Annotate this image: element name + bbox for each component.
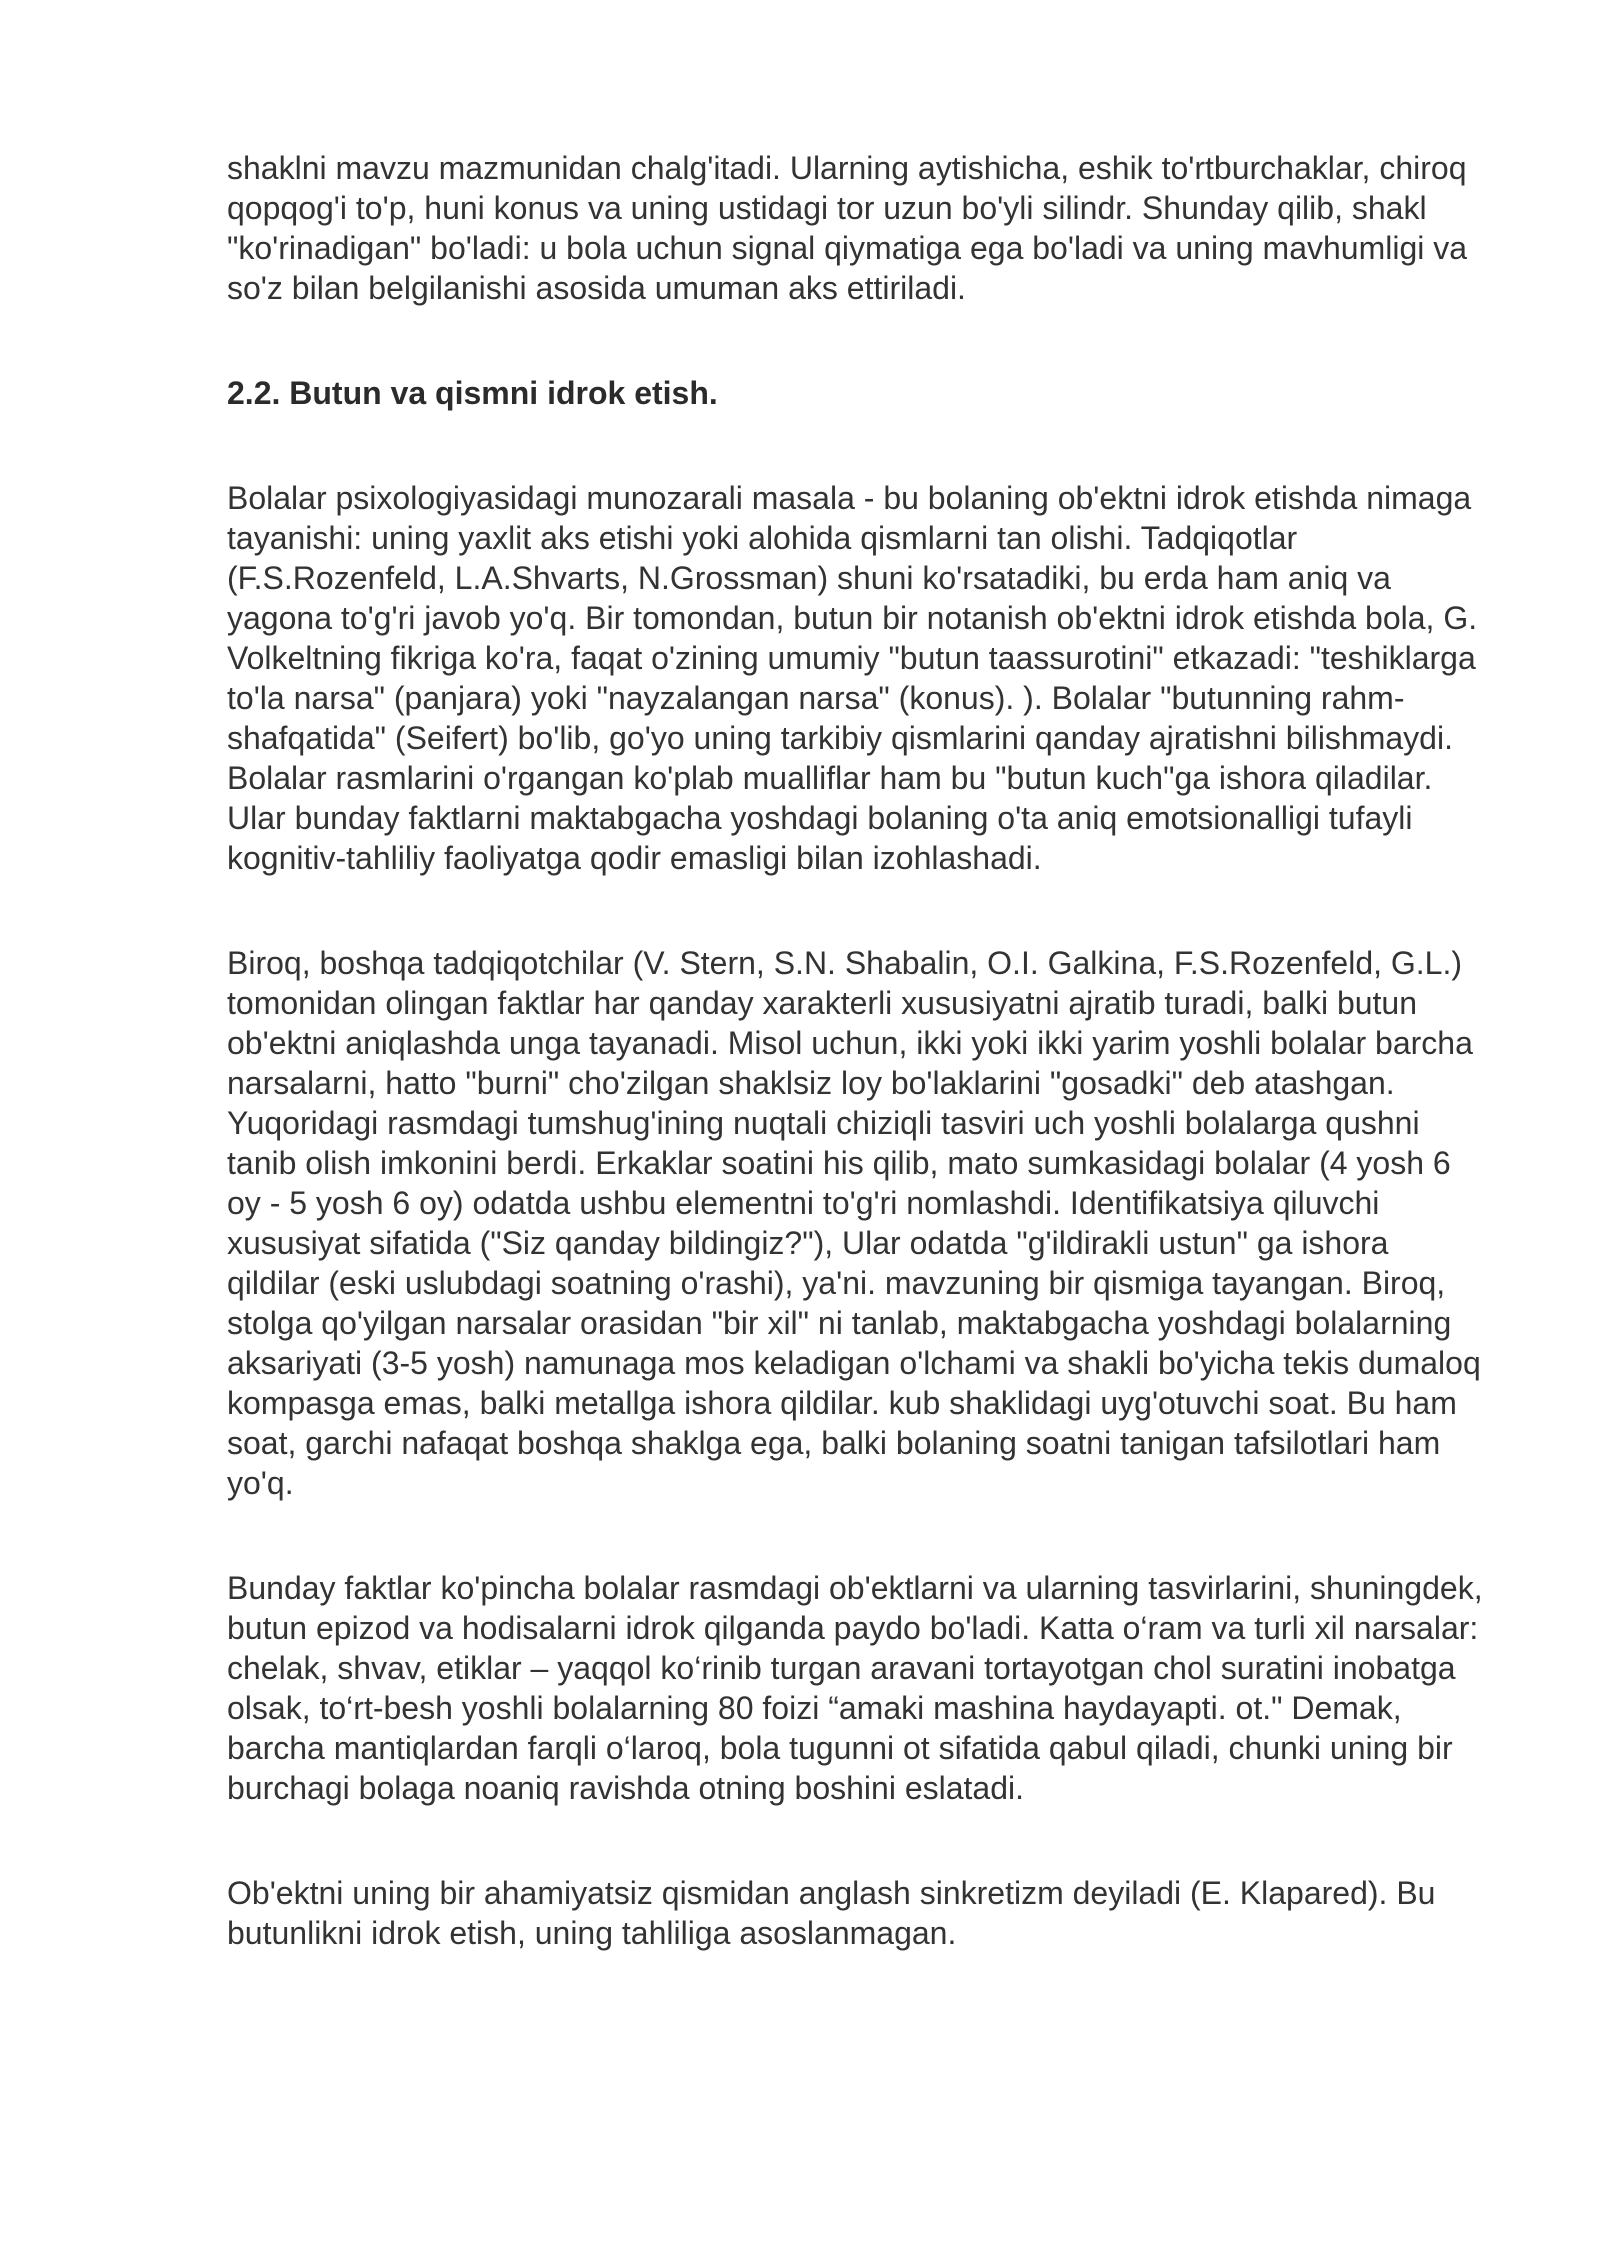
paragraph-1: Bolalar psixologiyasidagi munozarali masala - bu bolaning ob'ektni idrok etishda nimaga tayanishi: uning yaxlit aks etishi yoki alohida qismlarni tan olishi. Tadqiqotlar (F.S.Rozenfeld, L.A.Shvarts, N.Grossman) shuni ko'rsatadiki, bu erda ham aniq va yagona to'g'ri javob yo'q. Bir tomondan, butun bir notanish ob'ektni idrok etishda bola, G. Volkeltning fikriga ko'ra, faqat o'zining umumiy "butun taassurotini" etkazadi: "teshiklarga to'la narsa" (panjara) yoki "nayzalangan narsa" (konus). ). Bolalar "butunning rahm-shafqatida" (Seifert) bo'lib, go'yo uning tarkibiy qismlarini qanday ajratishni bilishmaydi. Bolalar rasmlarini o'rgangan ko'plab mualliflar ham bu "butun kuch"ga ishora qiladilar. Ular bunday faktlarni maktabgacha yoshdagi bolaning o'ta aniq emotsionalligi tufayli kognitiv-tahliliy faoliyatga qodir emasligi bilan izohlashadi. (227, 480, 1478, 876)
paragraph-3: Bunday faktlar ko'pincha bolalar rasmdagi ob'ektlarni va ularning tasvirlarini, shuningdek, butun epizod va hodisalarni idrok qilganda paydo bo'ladi. Katta o‘ram va turli xil narsalar: chelak, shvav, etiklar – yaqqol ko‘rinib turgan aravani tortayotgan chol suratini inobatga olsak, to‘rt-besh yoshli bolalarning 80 foizi “amaki mashina haydayapti. ot." Demak, barcha mantiqlardan farqli o‘laroq, bola tugunni ot sifatida qabul qiladi, chunki uning bir burchagi bolaga noaniq ravishda otning boshini eslatadi. (227, 1570, 1483, 1806)
document-body (227, 148, 1489, 2018)
paragraph-4: Ob'ektni uning bir ahamiyatsiz qismidan anglash sinkretizm deyiladi (E. Klapared). Bu butunlikni idrok etish, uning tahliliga asoslanmagan. (227, 1875, 1436, 1951)
section-heading: 2.2. Butun va qismni idrok etish. (227, 375, 718, 411)
paragraph-intro: shaklni mavzu mazmunidan chalg'itadi. Ularning aytishicha, eshik to'rtburchaklar, chiroq qopqog'i to'p, huni konus va uning ustidagi tor uzun bo'yli silindr. Shunday qilib, shakl "ko'rinadigan" bo'ladi: u bola uchun signal qiymatiga ega bo'ladi va uning mavhumligi va so'z bilan belgilanishi asosida umuman aks ettiriladi. (227, 150, 1468, 306)
paragraph-2: Biroq, boshqa tadqiqotchilar (V. Stern, S.N. Shabalin, O.I. Galkina, F.S.Rozenfeld, G.L.) tomonidan olingan faktlar har qanday xarakterli xususiyatni ajratib turadi, balki butun ob'ektni aniqlashda unga tayanadi. Misol uchun, ikki yoki ikki yarim yoshli bolalar barcha narsalarni, hatto "burni" cho'zilgan shaklsiz loy bo'laklarini "gosadki" deb atashgan. Yuqoridagi rasmdagi tumshug'ining nuqtali chiziqli tasviri uch yoshli bolalarga qushni tanib olish imkonini berdi. Erkaklar soatini his qilib, mato sumkasidagi bolalar (4 yosh 6 oy - 5 yosh 6 oy) odatda ushbu elementni to'g'ri nomlashdi. Identifikatsiya qiluvchi xususiyat sifatida ("Siz qanday bildingiz?"), Ular odatda "g'ildirakli ustun" ga ishora qildilar (eski uslubdagi soatning o'rashi), ya'ni. mavzuning bir qismiga tayangan. Biroq, stolga qo'yilgan narsalar orasidan "bir xil" ni tanlab, maktabgacha yoshdagi bolalarning aksariyati (3-5 yosh) namunaga mos keladigan o'lchami va shakli bo'yicha tekis dumaloq kompasga emas, balki metallga ishora qildilar. kub shaklidagi uyg'otuvchi soat. Bu ham soat, garchi nafaqat boshqa shaklga ega, balki bolaning soatni tanigan tafsilotlari ham yo'q. (227, 945, 1481, 1501)
